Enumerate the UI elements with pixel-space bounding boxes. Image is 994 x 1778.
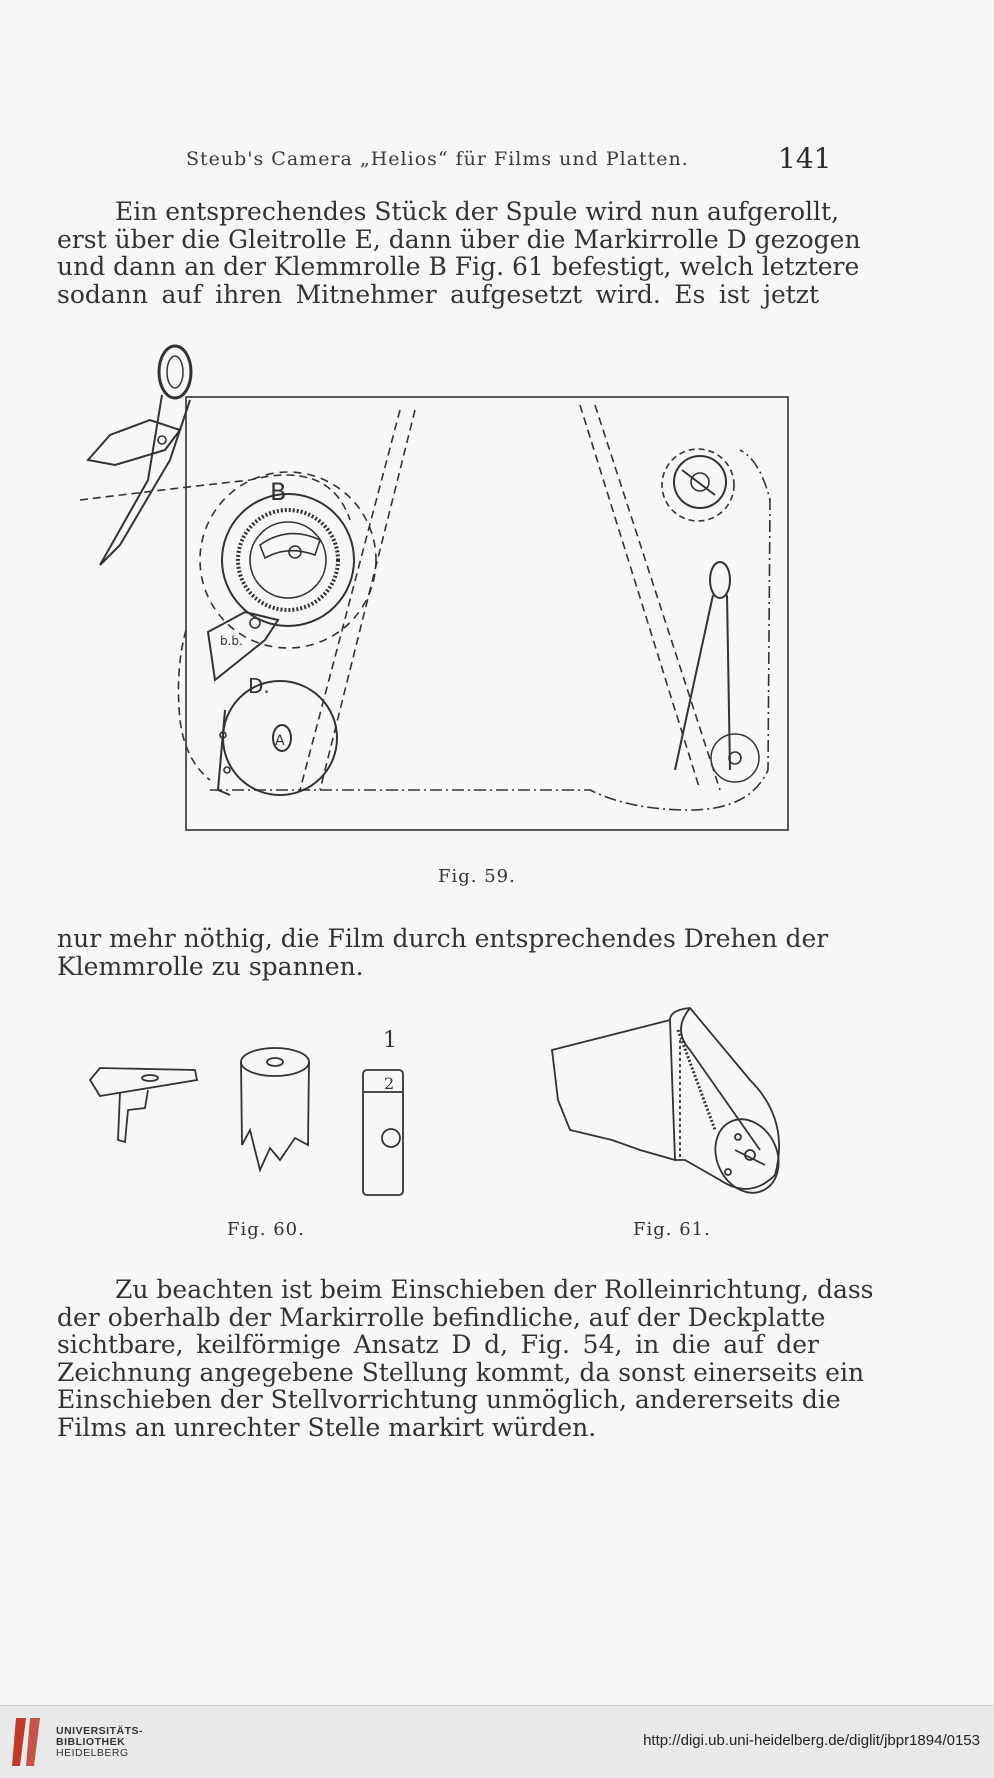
- logo-line-3: HEIDELBERG: [56, 1747, 129, 1759]
- paragraph-2: [57, 924, 829, 981]
- page-number: 141: [778, 142, 832, 175]
- figure-60-drawing: [80, 1020, 440, 1200]
- paragraph-1: [57, 197, 861, 309]
- library-footer: [0, 1705, 994, 1778]
- text-line: und dann an der Klemmrolle B Fig. 61 befestigt, welch letztere: [57, 252, 860, 281]
- label-a: A: [275, 733, 285, 749]
- university-library-logo-icon: [10, 1714, 50, 1770]
- text-line: Films an unrechter Stelle markirt würden.: [57, 1412, 597, 1442]
- text-line: Zu beachten ist beim Einschieben der Rolleinrichtung, dass: [115, 1275, 874, 1304]
- source-url-link[interactable]: http://digi.ub.uni-heidelberg.de/diglit/jbpr1894/0153: [643, 1732, 980, 1749]
- text-line: der oberhalb der Markirrolle befindliche, auf der Deckplatte: [57, 1302, 826, 1332]
- text-line: nur mehr nöthig, die Film durch entsprechendes Drehen der: [57, 924, 829, 953]
- logo-line-1: UNIVERSITÄTS-: [56, 1725, 144, 1737]
- library-name: [56, 1726, 143, 1759]
- label-2: 2: [384, 1074, 395, 1093]
- text-line: erst über die Gleitrolle E, dann über die Markirrolle D gezogen: [57, 224, 861, 254]
- text-line: Ein entsprechendes Stück der Spule wird nun aufgerollt,: [115, 197, 840, 226]
- text-line: sodann auf ihren Mitnehmer aufgesetzt wird. Es ist jetzt: [57, 279, 819, 309]
- text-line: Klemmrolle zu spannen.: [57, 951, 364, 981]
- text-line: sichtbare, keilförmige Ansatz D d, Fig. 54, in die auf der: [57, 1330, 819, 1359]
- figure-61-caption: Fig. 61.: [633, 1219, 711, 1240]
- text-line: Zeichnung angegebene Stellung kommt, da sonst einerseits ein: [57, 1357, 865, 1387]
- label-1: 1: [383, 1028, 397, 1053]
- figure-60-caption: Fig. 60.: [227, 1219, 305, 1240]
- text-line: Einschieben der Stellvorrichtung unmöglich, andererseits die: [57, 1385, 841, 1414]
- paragraph-3: [57, 1275, 874, 1442]
- running-title: Steub's Camera „Helios“ für Films und Platten.: [186, 148, 689, 170]
- figure-59-caption: Fig. 59.: [438, 866, 516, 887]
- logo-line-2: BIBLIOTHEK: [56, 1736, 126, 1748]
- figure-59-drawing: [70, 340, 800, 840]
- label-b: B: [270, 478, 287, 506]
- label-bb: b.b.: [220, 634, 243, 648]
- label-d: D.: [248, 674, 270, 698]
- figure-61-drawing: [540, 1000, 800, 1200]
